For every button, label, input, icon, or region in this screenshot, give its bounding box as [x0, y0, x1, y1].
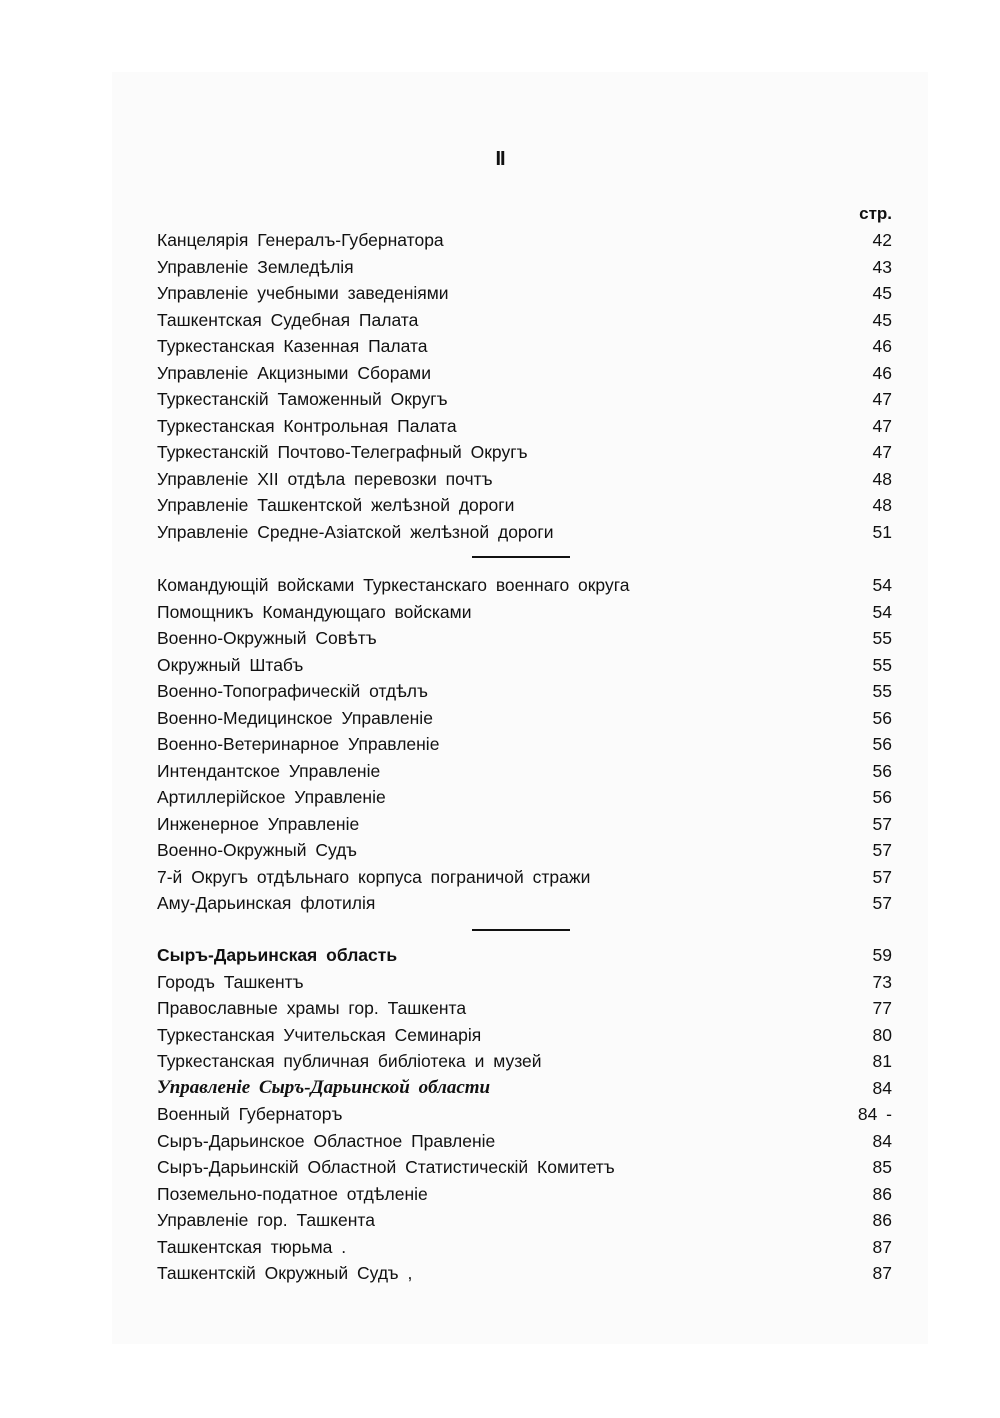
toc-entry-page: 48	[872, 495, 892, 515]
toc-entry	[157, 1154, 892, 1181]
toc-entry-page: 87	[872, 1263, 892, 1283]
toc-entry-title: Управленіе Акцизными Сборами	[157, 362, 431, 383]
toc-entry-title: Управленіе Средне-Азіатской желѣзной дороги	[157, 521, 554, 542]
toc-entry-title: Управленіе Ташкентской желѣзной дороги	[157, 495, 515, 515]
toc-entry-title: Сыръ-Дарьинскій Областной Статистическій Комитетъ	[157, 1157, 615, 1177]
toc-entry-page: 56	[872, 760, 892, 781]
toc-entry	[157, 652, 892, 679]
toc-entry	[157, 466, 892, 493]
toc-entry-page: 47	[872, 389, 892, 409]
toc-entry-title: Туркестанскій Почтово-Телеграфный Округъ	[157, 442, 528, 462]
toc-entry-page: 84	[872, 1077, 892, 1098]
toc-entry	[157, 227, 892, 254]
toc-entry-page: 47	[872, 442, 892, 462]
toc-entry-page: 47	[872, 415, 892, 436]
toc-entry	[157, 360, 892, 387]
toc-entry-title: Военно-Окружный Совѣтъ	[157, 628, 377, 648]
toc-entry	[157, 678, 892, 705]
toc-entry	[157, 1181, 892, 1208]
toc-entry-page: 77	[872, 998, 892, 1018]
toc-entry-title: Управленіе Земледѣлія	[157, 256, 354, 277]
toc-entry	[157, 333, 892, 360]
page-column-header: стр.	[859, 204, 892, 223]
toc-entry-page: 73	[872, 971, 892, 992]
toc-entry	[157, 1128, 892, 1155]
toc-entry-page: 43	[872, 256, 892, 277]
toc-entry	[157, 758, 892, 785]
toc-entry	[157, 864, 892, 891]
toc-entry-title: Помощникъ Командующаго войсками	[157, 601, 472, 622]
toc-entry-page: 45	[872, 283, 892, 303]
toc-entry-page: 54	[872, 575, 892, 595]
toc-entry-title: Ташкентскій Окружный Судъ ,	[157, 1263, 413, 1283]
toc-entry-title: Городъ Ташкентъ	[157, 971, 304, 992]
toc-entry	[157, 705, 892, 732]
toc-entry-title: Туркестанская Казенная Палата	[157, 336, 428, 356]
toc-entry-title: Туркестанская Учительская Семинарія	[157, 1024, 482, 1045]
toc-section-civil	[157, 227, 892, 545]
toc-entry-page: 80	[872, 1024, 892, 1045]
toc-section-military	[157, 572, 892, 917]
toc-entry	[157, 1260, 892, 1287]
toc-entry-title: Управленіе XII отдѣла перевозки почтъ	[157, 468, 493, 489]
toc-entry	[157, 1234, 892, 1261]
toc-entry	[157, 413, 892, 440]
toc-entry-title: Аму-Дарьинская флотилія	[157, 893, 376, 913]
toc-entry-title: Туркестанская публичная библіотека и музей	[157, 1051, 542, 1071]
toc-entry	[157, 890, 892, 917]
toc-entry-title: Поземельно-податное отдѣленіе	[157, 1183, 428, 1204]
toc-entry-title: Канцелярія Генералъ-Губернатора	[157, 230, 444, 250]
toc-entry-title: Военный Губернаторъ	[157, 1104, 343, 1124]
toc-entry-page: 57	[872, 840, 892, 860]
toc-entry	[157, 942, 892, 969]
toc-entry	[157, 1048, 892, 1075]
toc-entry	[157, 811, 892, 838]
toc-entry	[157, 1075, 892, 1102]
toc-entry	[157, 1101, 892, 1128]
toc-entry-page: 46	[872, 336, 892, 356]
toc-entry-page: 55	[872, 681, 892, 701]
toc-entry-page: 59	[872, 945, 892, 965]
toc-entry-title: Управленіе учебными заведеніями	[157, 283, 449, 303]
toc-entry	[157, 1022, 892, 1049]
toc-entry-page: 86	[872, 1183, 892, 1204]
toc-entry-page: 56	[872, 787, 892, 807]
toc-entry-page: 57	[872, 866, 892, 887]
toc-entry	[157, 784, 892, 811]
toc-entry-page: 48	[872, 468, 892, 489]
toc-entry	[157, 599, 892, 626]
toc-entry-page: 81	[872, 1051, 892, 1071]
toc-entry-page: 45	[872, 309, 892, 330]
toc-entry-title: Окружный Штабъ	[157, 654, 304, 675]
toc-entry	[157, 254, 892, 281]
toc-entry-title: 7-й Округъ отдѣльнаго корпуса пограничой стражи	[157, 866, 591, 887]
toc-entry-page: 85	[872, 1157, 892, 1177]
toc-entry-title: Управленіе гор. Ташкента	[157, 1210, 375, 1230]
toc-entry-page: 55	[872, 628, 892, 648]
toc-entry-page: 55	[872, 654, 892, 675]
toc-entry	[157, 519, 892, 546]
toc-entry	[157, 731, 892, 758]
toc-entry	[157, 307, 892, 334]
toc-entry-title: Управленіе Сыръ-Дарьинской области	[157, 1076, 491, 1098]
toc-entry	[157, 1207, 892, 1234]
toc-entry	[157, 969, 892, 996]
section-divider	[472, 556, 570, 558]
toc-entry	[157, 837, 892, 864]
toc-entry-title: Ташкентская тюрьма .	[157, 1236, 347, 1257]
toc-entry-page: 87	[872, 1236, 892, 1257]
toc-entry	[157, 386, 892, 413]
toc-entry-title: Сыръ-Дарьинская область	[157, 945, 398, 965]
toc-entry-page: 57	[872, 813, 892, 834]
toc-entry-title: Военно-Ветеринарное Управленіе	[157, 734, 440, 754]
toc-section-syr-darya	[157, 942, 892, 1287]
toc-entry-page: 56	[872, 734, 892, 754]
toc-entry	[157, 625, 892, 652]
toc-entry-page: 84	[872, 1130, 892, 1151]
section-divider	[472, 929, 570, 931]
toc-entry-title: Инженерное Управленіе	[157, 813, 360, 834]
toc-entry-title: Командующій войсками Туркестанскаго военнаго округа	[157, 575, 630, 595]
toc-entry-page: 42	[872, 230, 892, 250]
toc-entry-page: 51	[872, 521, 892, 542]
toc-entry	[157, 572, 892, 599]
toc-entry-title: Военно-Топографическій отдѣлъ	[157, 681, 428, 701]
toc-entry-page: 54	[872, 601, 892, 622]
toc-entry-page: 57	[872, 893, 892, 913]
toc-entry-page: 84 -	[857, 1104, 892, 1124]
toc-entry-title: Туркестанскій Таможенный Округъ	[157, 389, 448, 409]
toc-entry-page: 46	[872, 362, 892, 383]
toc-entry	[157, 280, 892, 307]
toc-entry	[157, 439, 892, 466]
page-folio: II	[495, 148, 505, 170]
toc-entry-title: Военно-Окружный Судъ	[157, 840, 357, 860]
toc-entry-title: Ташкентская Судебная Палата	[157, 309, 419, 330]
toc-entry	[157, 492, 892, 519]
toc-entry-title: Сыръ-Дарьинское Областное Правленіе	[157, 1130, 496, 1151]
toc-entry-title: Артиллерійское Управленіе	[157, 787, 386, 807]
toc-entry-page: 56	[872, 707, 892, 728]
toc-entry-title: Военно-Медицинское Управленіе	[157, 707, 433, 728]
toc-entry-title: Интендантское Управленіе	[157, 760, 381, 781]
toc-entry	[157, 995, 892, 1022]
toc-entry-page: 86	[872, 1210, 892, 1230]
toc-entry-title: Православные храмы гор. Ташкента	[157, 998, 467, 1018]
toc-entry-title: Туркестанская Контрольная Палата	[157, 415, 457, 436]
